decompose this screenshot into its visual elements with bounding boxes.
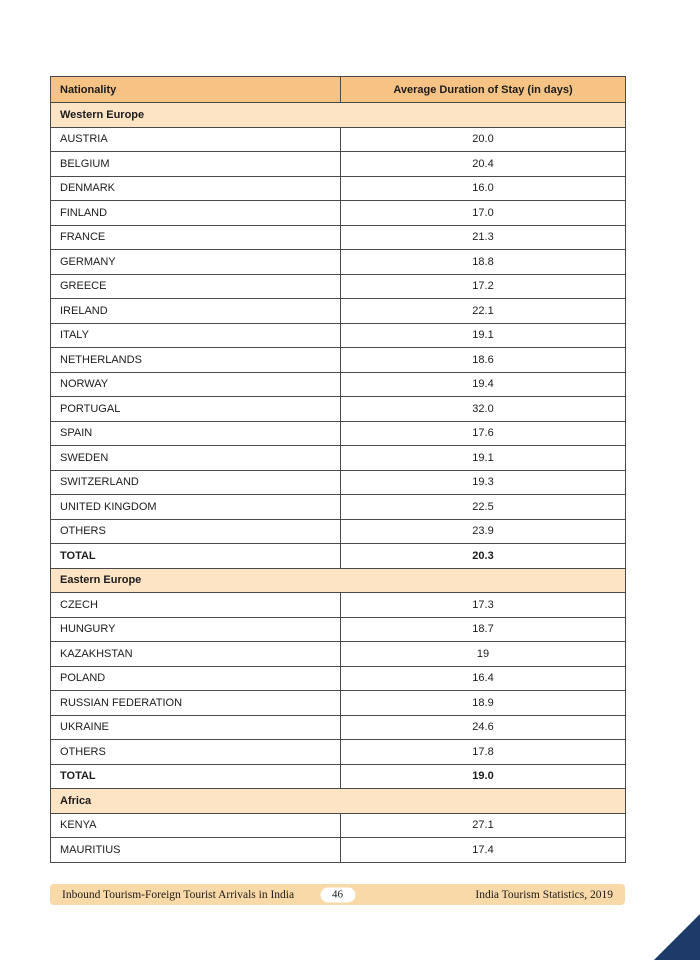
column-header-nationality: Nationality	[51, 77, 341, 103]
table-row	[51, 348, 626, 373]
duration-cell: 20.3	[341, 544, 626, 569]
nationality-cell: RUSSIAN FEDERATION	[51, 691, 341, 716]
nationality-cell: TOTAL	[51, 544, 341, 569]
column-header-average-duration: Average Duration of Stay (in days)	[341, 77, 626, 103]
table-row	[51, 715, 626, 740]
duration-cell: 19.1	[341, 446, 626, 471]
table-row	[51, 299, 626, 324]
table-row	[51, 813, 626, 838]
nationality-cell: GERMANY	[51, 250, 341, 275]
table-row	[51, 666, 626, 691]
duration-of-stay-table	[50, 76, 626, 863]
nationality-cell: GREECE	[51, 274, 341, 299]
footer-left-text: Inbound Tourism-Foreign Tourist Arrivals in India	[62, 888, 295, 901]
table-row	[51, 176, 626, 201]
nationality-cell: KAZAKHSTAN	[51, 642, 341, 667]
table-row	[51, 617, 626, 642]
nationality-cell: BELGIUM	[51, 152, 341, 177]
table-row	[51, 201, 626, 226]
duration-cell: 16.4	[341, 666, 626, 691]
nationality-cell: FINLAND	[51, 201, 341, 226]
nationality-cell: NORWAY	[51, 372, 341, 397]
table-row	[51, 838, 626, 863]
table-header	[51, 77, 626, 103]
table-row	[51, 691, 626, 716]
duration-cell: 20.4	[341, 152, 626, 177]
duration-cell: 19.4	[341, 372, 626, 397]
footer-right-text: India Tourism Statistics, 2019	[475, 888, 613, 901]
nationality-cell: FRANCE	[51, 225, 341, 250]
duration-cell: 18.8	[341, 250, 626, 275]
corner-triangle-decoration	[654, 914, 700, 960]
nationality-cell: UKRAINE	[51, 715, 341, 740]
duration-cell: 17.0	[341, 201, 626, 226]
duration-cell: 23.9	[341, 519, 626, 544]
page-footer	[50, 884, 625, 905]
duration-cell: 18.7	[341, 617, 626, 642]
duration-cell: 17.2	[341, 274, 626, 299]
duration-cell: 19	[341, 642, 626, 667]
duration-cell: 22.1	[341, 299, 626, 324]
duration-cell: 32.0	[341, 397, 626, 422]
nationality-cell: MAURITIUS	[51, 838, 341, 863]
duration-cell: 17.6	[341, 421, 626, 446]
nationality-cell: SWITZERLAND	[51, 470, 341, 495]
nationality-cell: OTHERS	[51, 740, 341, 765]
duration-cell: 19.1	[341, 323, 626, 348]
table-row	[51, 544, 626, 569]
nationality-cell: IRELAND	[51, 299, 341, 324]
duration-cell: 17.8	[341, 740, 626, 765]
section-row	[51, 568, 626, 593]
table-row	[51, 152, 626, 177]
duration-cell: 18.6	[341, 348, 626, 373]
table-row	[51, 225, 626, 250]
nationality-cell: TOTAL	[51, 764, 341, 789]
nationality-cell: ITALY	[51, 323, 341, 348]
table-row	[51, 642, 626, 667]
nationality-cell: DENMARK	[51, 176, 341, 201]
nationality-cell: POLAND	[51, 666, 341, 691]
duration-cell: 19.3	[341, 470, 626, 495]
nationality-cell: NETHERLANDS	[51, 348, 341, 373]
duration-cell: 27.1	[341, 813, 626, 838]
table-row	[51, 397, 626, 422]
duration-cell: 21.3	[341, 225, 626, 250]
section-row	[51, 103, 626, 128]
table-body	[51, 103, 626, 863]
table-row	[51, 323, 626, 348]
section-row	[51, 789, 626, 814]
section-title: Eastern Europe	[51, 568, 626, 593]
duration-cell: 17.4	[341, 838, 626, 863]
table-row	[51, 421, 626, 446]
table-row	[51, 470, 626, 495]
nationality-cell: HUNGURY	[51, 617, 341, 642]
section-title: Africa	[51, 789, 626, 814]
duration-cell: 22.5	[341, 495, 626, 520]
duration-cell: 17.3	[341, 593, 626, 618]
table-row	[51, 495, 626, 520]
nationality-cell: SPAIN	[51, 421, 341, 446]
nationality-cell: AUSTRIA	[51, 127, 341, 152]
nationality-cell: OTHERS	[51, 519, 341, 544]
duration-cell: 19.0	[341, 764, 626, 789]
table-row	[51, 740, 626, 765]
table-row	[51, 274, 626, 299]
nationality-cell: SWEDEN	[51, 446, 341, 471]
table-row	[51, 519, 626, 544]
header-row	[51, 77, 626, 103]
nationality-cell: KENYA	[51, 813, 341, 838]
page-number-badge: 46	[320, 887, 355, 902]
table-row	[51, 372, 626, 397]
section-title: Western Europe	[51, 103, 626, 128]
table-row	[51, 446, 626, 471]
duration-cell: 24.6	[341, 715, 626, 740]
table-row	[51, 764, 626, 789]
nationality-cell: CZECH	[51, 593, 341, 618]
duration-cell: 20.0	[341, 127, 626, 152]
table-row	[51, 593, 626, 618]
table-row	[51, 127, 626, 152]
duration-cell: 18.9	[341, 691, 626, 716]
table-row	[51, 250, 626, 275]
nationality-cell: UNITED KINGDOM	[51, 495, 341, 520]
duration-cell: 16.0	[341, 176, 626, 201]
nationality-cell: PORTUGAL	[51, 397, 341, 422]
